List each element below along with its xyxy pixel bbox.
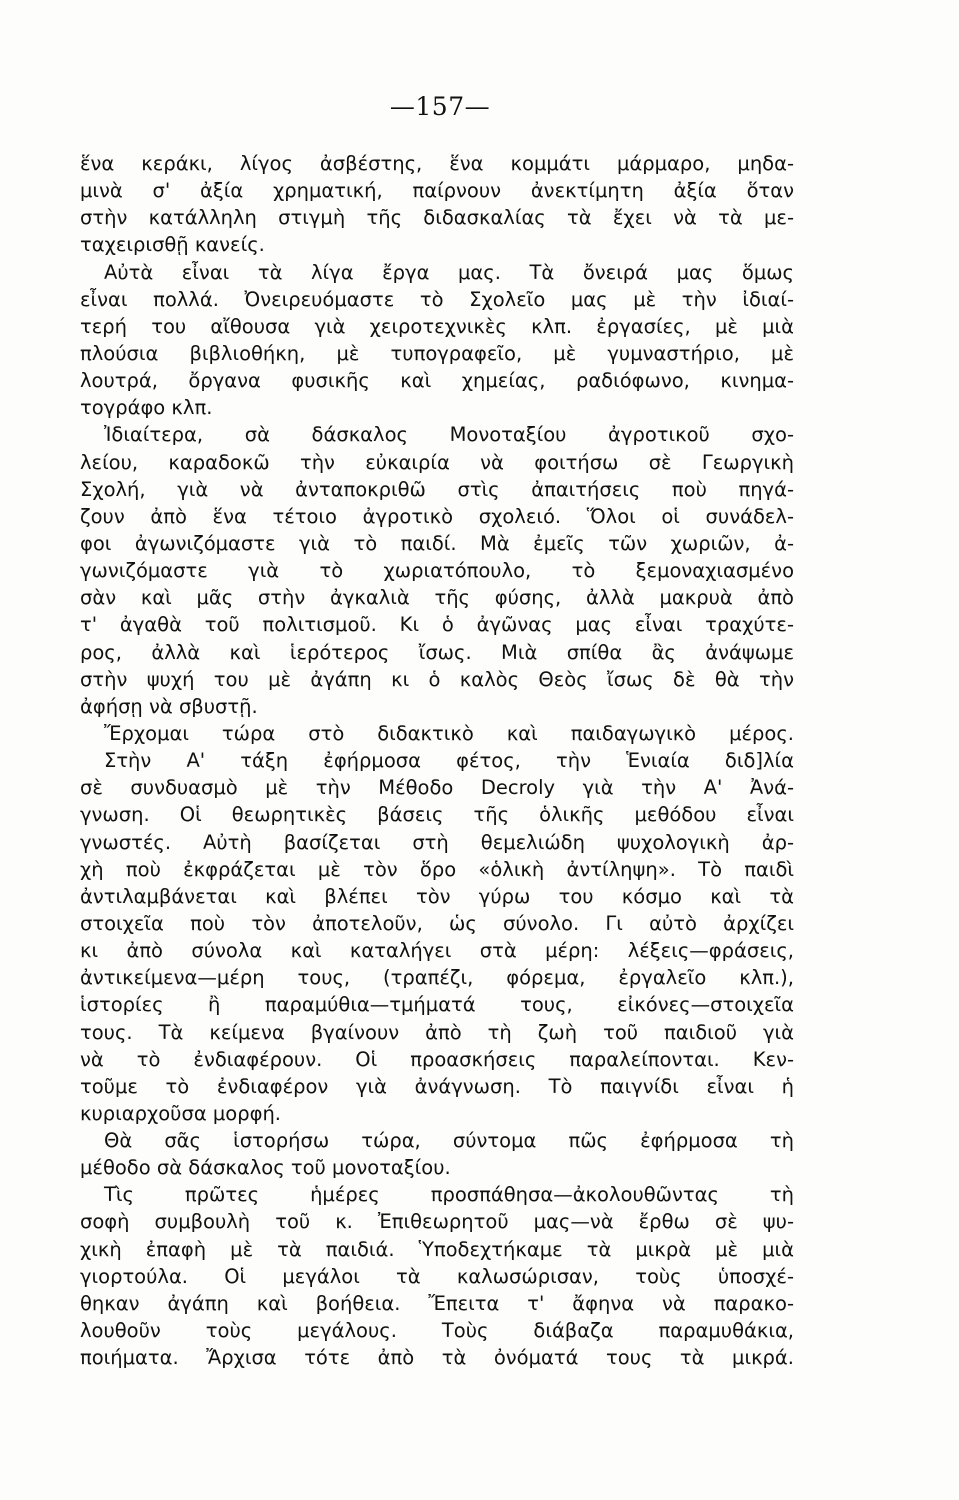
text-line: στὴν ψυχή του μὲ ἀγάπη κι ὁ καλὸς Θεὸς ἴσως δὲ θὰ τὴν <box>80 667 794 691</box>
text-line: τ' ἀγαθὰ τοῦ πολιτισμοῦ. Κι ὁ ἀγῶνας μας εἶναι τραχύτε- <box>80 613 794 637</box>
page-body-text <box>80 150 794 1371</box>
text-line: Στὴν Α' τάξη ἐφήρμοσα φέτος, τὴν Ἑνιαία διδ]λία <box>104 749 794 773</box>
text-line: ἕνα κεράκι, λίγος ἀσβέστης, ἕνα κομμάτι μάρμαρο, μηδα- <box>80 152 794 175</box>
text-line: τερή του αἴθουσα γιὰ χειροτεχνικὲς κλπ. ἐργασίες, μὲ μιὰ <box>80 314 794 338</box>
text-line: σὰν καὶ μᾶς στὴν ἀγκαλιὰ τῆς φύσης, ἀλλὰ μακρυὰ ἀπὸ <box>80 586 794 610</box>
text-line: γνωση. Οἱ θεωρητικὲς βάσεις τῆς ὁλικῆς μεθόδου εἶναι <box>80 803 794 827</box>
text-line: ποιήματα. Ἄρχισα τότε ἀπὸ τὰ ὀνόματά τους τὰ μικρά. <box>80 1346 794 1370</box>
text-line: γιορτούλα. Οἱ μεγάλοι τὰ καλωσώρισαν, τοὺς ὑποσχέ- <box>80 1264 794 1288</box>
text-line: σὲ συνδυασμὸ μὲ τὴν Μέθοδο Decroly γιὰ τὴν Α' Ἀνά- <box>80 776 794 800</box>
text-line: στὴν κατάλληλη στιγμὴ τῆς διδασκαλίας τὰ ἔχει νὰ τὰ με- <box>80 206 794 230</box>
text-line: θηκαν ἀγάπη καὶ βοήθεια. Ἔπειτα τ' ἄφηνα νὰ παρακο- <box>80 1291 794 1315</box>
text-line: ἀφήσῃ νὰ σβυστῇ. <box>80 694 258 718</box>
text-line: Θὰ σᾶς ἱστορήσω τώρα, σύντομα πῶς ἐφήρμοσα τὴ <box>104 1129 794 1153</box>
text-line: κι ἀπὸ σύνολα καὶ καταλήγει στὰ μέρη: λέξεις—φράσεις, <box>80 939 794 963</box>
text-line: ρος, ἀλλὰ καὶ ἱερότερος ἴσως. Μιὰ σπίθα ἂς ἀνάψωμε <box>80 640 794 664</box>
text-line: ἱστορίες ἢ παραμύθια—τμήματά τους, εἰκόνες—στοιχεῖα <box>80 993 794 1017</box>
text-line: τοῦμε τὸ ἐνδιαφέρον γιὰ ἀνάγνωση. Τὸ παιγνίδι εἶναι ἡ <box>80 1074 794 1098</box>
text-line: λουθοῦν τοὺς μεγάλους. Τοὺς διάβαζα παραμυθάκια, <box>80 1319 794 1343</box>
text-line: χικὴ ἐπαφὴ μὲ τὰ παιδιά. Ὑποδεχτήκαμε τὰ μικρὰ μὲ μιὰ <box>80 1237 794 1261</box>
text-line: λουτρά, ὄργανα φυσικῆς καὶ χημείας, ραδιόφωνο, κινημα- <box>80 369 794 393</box>
text-line: χὴ ποὺ ἐκφράζεται μὲ τὸν ὅρο «ὁλικὴ ἀντίληψη». Τὸ παιδὶ <box>80 857 794 881</box>
text-line: ἀντικείμενα—μέρη τους, (τραπέζι, φόρεμα, ἐργαλεῖο κλπ.), <box>80 966 794 990</box>
text-line: ζουν ἀπὸ ἕνα τέτοιο ἀγροτικὸ σχολειό. Ὅλοι οἱ συνάδελ- <box>80 504 794 528</box>
text-line: τογράφο κλπ. <box>80 396 213 420</box>
text-line: γωνιζόμαστε γιὰ τὸ χωριατόπουλο, τὸ ξεμοναχιασμένο <box>80 559 794 583</box>
text-line: Ἔρχομαι τώρα στὸ διδακτικὸ καὶ παιδαγωγικὸ μέρος. <box>104 721 794 745</box>
text-line: κυριαρχοῦσα μορφή. <box>80 1101 282 1125</box>
text-line: Αὐτὰ εἶναι τὰ λίγα ἔργα μας. Τὰ ὄνειρά μας ὅμως <box>104 260 794 284</box>
text-line: στοιχεῖα ποὺ τὸν ἀποτελοῦν, ὡς σύνολο. Γι αὐτὸ ἀρχίζει <box>80 911 794 935</box>
text-line: Τὶς πρῶτες ἡμέρες προσπάθησα—ἀκολουθῶντας τὴ <box>104 1183 794 1207</box>
page-number: —157— <box>389 92 491 121</box>
text-line: ταχειρισθῇ κανείς. <box>80 233 265 257</box>
text-line: ἀντιλαμβάνεται καὶ βλέπει τὸν γύρω του κόσμο καὶ τὰ <box>80 884 794 908</box>
text-line: γνωστές. Αὐτὴ βασίζεται στὴ θεμελιώδη ψυχολογικὴ ἀρ- <box>80 830 794 854</box>
text-line: Ἰδιαίτερα, σὰ δάσκαλος Μονοταξίου ἀγροτικοῦ σχο- <box>104 423 794 447</box>
text-line: τους. Τὰ κείμενα βγαίνουν ἀπὸ τὴ ζωὴ τοῦ παιδιοῦ γιὰ <box>80 1020 794 1044</box>
text-line: φοι ἀγωνιζόμαστε γιὰ τὸ παιδί. Μὰ ἐμεῖς τῶν χωριῶν, ἀ- <box>80 531 794 555</box>
text-line: εἶναι πολλά. Ὀνειρευόμαστε τὸ Σχολεῖο μας μὲ τὴν ἰδιαί- <box>80 287 794 311</box>
text-line: μέθοδο σὰ δάσκαλος τοῦ μονοταξίου. <box>80 1156 451 1180</box>
text-line: πλούσια βιβλιοθήκη, μὲ τυπογραφεῖο, μὲ γυμναστήριο, μὲ <box>80 341 794 365</box>
text-line: σοφὴ συμβουλὴ τοῦ κ. Ἐπιθεωρητοῦ μας—νὰ ἔρθω σὲ ψυ- <box>80 1210 794 1234</box>
text-line: νὰ τὸ ἐνδιαφέρουν. Οἱ προασκήσεις παραλείπονται. Κεν- <box>80 1047 794 1071</box>
text-line: μινὰ σ' ἀξία χρηματική, παίρνουν ἀνεκτίμητη ἀξία ὅταν <box>80 179 794 203</box>
text-line: Σχολή, γιὰ νὰ ἀνταποκριθῶ στὶς ἀπαιτήσεις ποὺ πηγά- <box>80 477 794 501</box>
text-line: λείου, καραδοκῶ τὴν εὐκαιρία νὰ φοιτήσω σὲ Γεωργικὴ <box>80 450 794 474</box>
